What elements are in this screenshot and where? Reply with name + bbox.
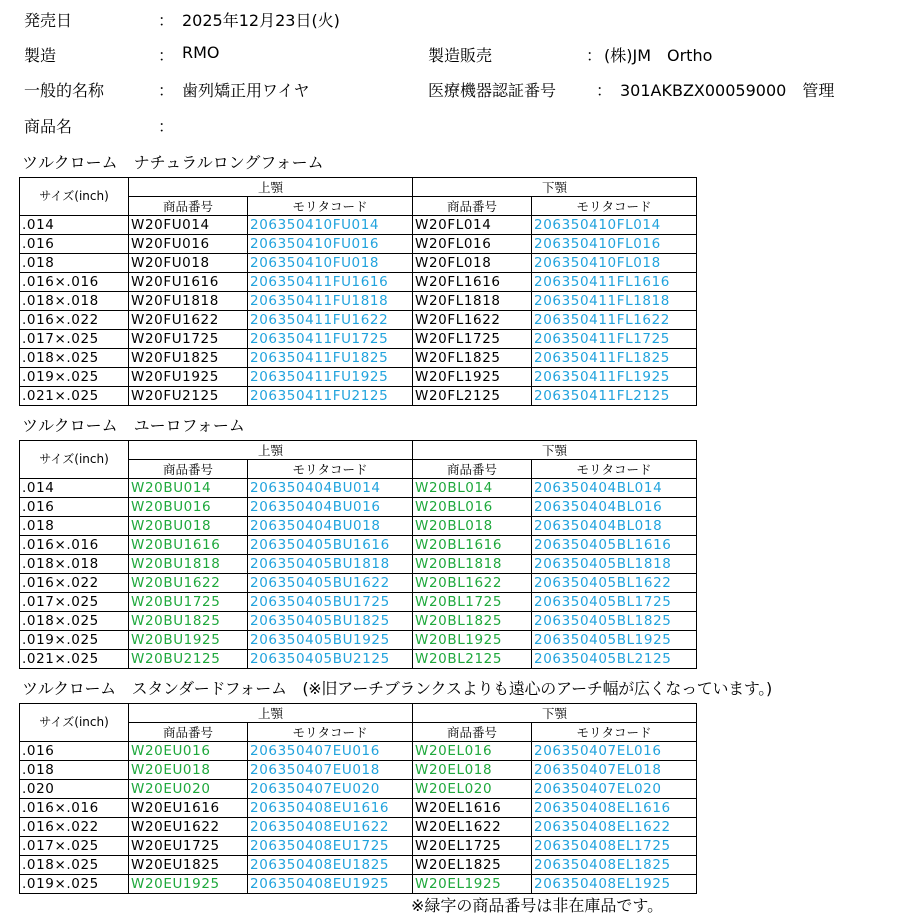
certification-value: 301AKBZX00059000 管理 <box>620 81 835 100</box>
table-row <box>20 216 697 235</box>
lower-morita-code-cell: 206350405BL1925 <box>532 631 697 650</box>
upper-product-no-cell: W20EU1925 <box>129 875 248 894</box>
lower-product-no-cell: W20BL018 <box>413 517 532 536</box>
lower-morita-code-cell: 206350408EL1622 <box>532 818 697 837</box>
table-row <box>20 254 697 273</box>
size-header: サイズ(inch) <box>20 704 129 742</box>
wire-table-euro <box>19 440 697 669</box>
lower-morita-code-cell: 206350408EL1725 <box>532 837 697 856</box>
release-date-value: 2025年12月23日(火) <box>182 11 340 30</box>
lower-product-no-cell: W20FL1925 <box>413 368 532 387</box>
size-cell: .016×.022 <box>20 311 129 330</box>
table-row <box>20 349 697 368</box>
lower-product-no-cell: W20EL1825 <box>413 856 532 875</box>
upper-product-no-cell: W20FU1818 <box>129 292 248 311</box>
size-cell: .018 <box>20 761 129 780</box>
table-row <box>20 498 697 517</box>
certification-sep: ： <box>596 81 613 100</box>
table-row <box>20 650 697 669</box>
lower-product-no-cell: W20FL1622 <box>413 311 532 330</box>
lower-product-no-header: 商品番号 <box>413 460 532 479</box>
upper-product-no-cell: W20EU020 <box>129 780 248 799</box>
lower-morita-code-cell: 206350405BL1818 <box>532 555 697 574</box>
size-cell: .014 <box>20 479 129 498</box>
upper-morita-code-cell: 206350408EU1725 <box>248 837 413 856</box>
upper-product-no-cell: W20EU1616 <box>129 799 248 818</box>
upper-morita-code-cell: 206350407EU020 <box>248 780 413 799</box>
table-row <box>20 856 697 875</box>
lower-product-no-cell: W20BL2125 <box>413 650 532 669</box>
lower-morita-code-cell: 206350411FL1818 <box>532 292 697 311</box>
upper-product-no-cell: W20FU1925 <box>129 368 248 387</box>
upper-morita-code-cell: 206350411FU1725 <box>248 330 413 349</box>
size-cell: .017×.025 <box>20 330 129 349</box>
table-row <box>20 273 697 292</box>
upper-morita-code-cell: 206350405BU1616 <box>248 536 413 555</box>
table-row <box>20 368 697 387</box>
table-row <box>20 742 697 761</box>
lower-morita-code-cell: 206350405BL1616 <box>532 536 697 555</box>
manufacturer-value: RMO <box>182 43 220 62</box>
lower-morita-code-cell: 206350410FL014 <box>532 216 697 235</box>
upper-morita-code-cell: 206350404BU018 <box>248 517 413 536</box>
wire-table-standard <box>19 703 697 894</box>
upper-product-no-cell: W20FU1616 <box>129 273 248 292</box>
size-cell: .014 <box>20 216 129 235</box>
lower-morita-code-cell: 206350410FL016 <box>532 235 697 254</box>
lower-morita-code-header: モリタコード <box>532 460 697 479</box>
table-row <box>20 555 697 574</box>
upper-product-no-cell: W20FU1725 <box>129 330 248 349</box>
lower-morita-code-cell: 206350411FL1825 <box>532 349 697 368</box>
table-row <box>20 292 697 311</box>
table-row <box>20 780 697 799</box>
upper-morita-code-header: モリタコード <box>248 723 413 742</box>
upper-product-no-cell: W20BU1825 <box>129 612 248 631</box>
lower-morita-code-header: モリタコード <box>532 723 697 742</box>
upper-product-no-cell: W20EU1825 <box>129 856 248 875</box>
lower-morita-code-cell: 206350408EL1616 <box>532 799 697 818</box>
upper-morita-code-cell: 206350405BU1622 <box>248 574 413 593</box>
product-name-label: 商品名 <box>24 117 73 136</box>
upper-product-no-header: 商品番号 <box>129 460 248 479</box>
size-cell: .018×.018 <box>20 555 129 574</box>
lower-product-no-cell: W20EL1925 <box>413 875 532 894</box>
upper-product-no-header: 商品番号 <box>129 723 248 742</box>
upper-morita-code-cell: 206350408EU1825 <box>248 856 413 875</box>
size-cell: .016 <box>20 742 129 761</box>
size-cell: .018×.025 <box>20 856 129 875</box>
upper-morita-code-cell: 206350411FU1616 <box>248 273 413 292</box>
lower-product-no-cell: W20BL1725 <box>413 593 532 612</box>
lower-product-no-cell: W20EL1616 <box>413 799 532 818</box>
manufacturer-sep: ： <box>158 46 175 65</box>
upper-product-no-cell: W20FU014 <box>129 216 248 235</box>
upper-product-no-header: 商品番号 <box>129 197 248 216</box>
upper-morita-code-cell: 206350405BU1818 <box>248 555 413 574</box>
size-cell: .017×.025 <box>20 837 129 856</box>
upper-morita-code-header: モリタコード <box>248 197 413 216</box>
lower-product-no-cell: W20FL018 <box>413 254 532 273</box>
upper-product-no-cell: W20EU016 <box>129 742 248 761</box>
size-cell: .019×.025 <box>20 875 129 894</box>
generic-name-sep: ： <box>158 81 175 100</box>
lower-jaw-header: 下顎 <box>413 704 697 723</box>
lower-product-no-cell: W20EL1622 <box>413 818 532 837</box>
size-cell: .021×.025 <box>20 650 129 669</box>
size-cell: .018×.025 <box>20 349 129 368</box>
size-cell: .016×.016 <box>20 536 129 555</box>
lower-product-no-cell: W20BL014 <box>413 479 532 498</box>
size-cell: .019×.025 <box>20 368 129 387</box>
size-cell: .018×.018 <box>20 292 129 311</box>
upper-product-no-cell: W20BU1725 <box>129 593 248 612</box>
size-cell: .016 <box>20 235 129 254</box>
table-row <box>20 517 697 536</box>
table-row <box>20 330 697 349</box>
lower-morita-code-cell: 206350411FL1925 <box>532 368 697 387</box>
section-title-natural-long: ツルクローム ナチュラルロングフォーム <box>22 153 324 172</box>
size-cell: .017×.025 <box>20 593 129 612</box>
lower-morita-code-cell: 206350405BL1825 <box>532 612 697 631</box>
product-name-sep: ： <box>158 117 175 136</box>
upper-product-no-cell: W20BU014 <box>129 479 248 498</box>
distributor-value: (株)JM Ortho <box>604 46 713 65</box>
table-row <box>20 479 697 498</box>
lower-morita-code-cell: 206350405BL2125 <box>532 650 697 669</box>
upper-product-no-cell: W20BU1616 <box>129 536 248 555</box>
lower-morita-code-cell: 206350411FL1616 <box>532 273 697 292</box>
table-row <box>20 818 697 837</box>
size-cell: .020 <box>20 780 129 799</box>
upper-morita-code-cell: 206350405BU1925 <box>248 631 413 650</box>
lower-product-no-cell: W20BL1925 <box>413 631 532 650</box>
upper-morita-code-cell: 206350410FU018 <box>248 254 413 273</box>
lower-jaw-header: 下顎 <box>413 178 697 197</box>
lower-morita-code-cell: 206350405BL1725 <box>532 593 697 612</box>
upper-product-no-cell: W20BU1622 <box>129 574 248 593</box>
upper-morita-code-cell: 206350408EU1925 <box>248 875 413 894</box>
lower-morita-code-cell: 206350407EL020 <box>532 780 697 799</box>
lower-morita-code-cell: 206350404BL014 <box>532 479 697 498</box>
lower-product-no-cell: W20BL1616 <box>413 536 532 555</box>
lower-product-no-cell: W20FL1825 <box>413 349 532 368</box>
table-row <box>20 536 697 555</box>
upper-morita-code-cell: 206350410FU016 <box>248 235 413 254</box>
upper-jaw-header: 上顎 <box>129 441 413 460</box>
certification-label: 医療機器認証番号 <box>428 81 557 100</box>
lower-product-no-cell: W20EL018 <box>413 761 532 780</box>
upper-morita-code-cell: 206350411FU2125 <box>248 387 413 406</box>
size-header: サイズ(inch) <box>20 441 129 479</box>
upper-jaw-header: 上顎 <box>129 178 413 197</box>
table-header-row <box>20 704 697 723</box>
table-row <box>20 593 697 612</box>
lower-morita-code-cell: 206350404BL016 <box>532 498 697 517</box>
table-row <box>20 574 697 593</box>
lower-product-no-cell: W20FL1818 <box>413 292 532 311</box>
lower-morita-code-header: モリタコード <box>532 197 697 216</box>
upper-morita-code-cell: 206350407EU018 <box>248 761 413 780</box>
lower-product-no-cell: W20BL016 <box>413 498 532 517</box>
upper-product-no-cell: W20EU1622 <box>129 818 248 837</box>
size-cell: .018 <box>20 517 129 536</box>
upper-morita-code-cell: 206350408EU1622 <box>248 818 413 837</box>
upper-product-no-cell: W20EU018 <box>129 761 248 780</box>
upper-product-no-cell: W20FU016 <box>129 235 248 254</box>
upper-product-no-cell: W20FU1622 <box>129 311 248 330</box>
table-row <box>20 761 697 780</box>
size-cell: .016×.022 <box>20 818 129 837</box>
lower-product-no-cell: W20FL016 <box>413 235 532 254</box>
size-cell: .021×.025 <box>20 387 129 406</box>
lower-morita-code-cell: 206350405BL1622 <box>532 574 697 593</box>
upper-morita-code-cell: 206350405BU1725 <box>248 593 413 612</box>
lower-product-no-cell: W20EL020 <box>413 780 532 799</box>
lower-product-no-cell: W20FL1725 <box>413 330 532 349</box>
upper-product-no-cell: W20BU018 <box>129 517 248 536</box>
size-cell: .019×.025 <box>20 631 129 650</box>
upper-morita-code-cell: 206350411FU1925 <box>248 368 413 387</box>
lower-product-no-header: 商品番号 <box>413 197 532 216</box>
table-row <box>20 235 697 254</box>
table-header-row <box>20 441 697 460</box>
size-cell: .016 <box>20 498 129 517</box>
upper-morita-code-cell: 206350407EU016 <box>248 742 413 761</box>
upper-product-no-cell: W20BU016 <box>129 498 248 517</box>
table-row <box>20 799 697 818</box>
release-date-label: 発売日 <box>24 11 73 30</box>
lower-product-no-cell: W20BL1825 <box>413 612 532 631</box>
upper-morita-code-cell: 206350411FU1825 <box>248 349 413 368</box>
lower-morita-code-cell: 206350408EL1925 <box>532 875 697 894</box>
section-title-euro: ツルクローム ユーロフォーム <box>22 416 245 435</box>
distributor-label: 製造販売 <box>428 46 493 65</box>
wire-table-natural-long <box>19 177 697 406</box>
table-row <box>20 837 697 856</box>
distributor-sep: ： <box>586 46 603 65</box>
upper-morita-code-cell: 206350405BU1825 <box>248 612 413 631</box>
table-row <box>20 631 697 650</box>
upper-product-no-cell: W20EU1725 <box>129 837 248 856</box>
lower-product-no-cell: W20FL2125 <box>413 387 532 406</box>
lower-morita-code-cell: 206350407EL018 <box>532 761 697 780</box>
size-cell: .016×.016 <box>20 799 129 818</box>
release-date-sep: ： <box>158 11 175 30</box>
generic-name-label: 一般的名称 <box>24 81 105 100</box>
size-header: サイズ(inch) <box>20 178 129 216</box>
table-row <box>20 875 697 894</box>
lower-product-no-cell: W20FL1616 <box>413 273 532 292</box>
upper-product-no-cell: W20FU1825 <box>129 349 248 368</box>
upper-product-no-cell: W20FU018 <box>129 254 248 273</box>
upper-morita-code-header: モリタコード <box>248 460 413 479</box>
table-row <box>20 612 697 631</box>
size-cell: .018 <box>20 254 129 273</box>
upper-product-no-cell: W20BU2125 <box>129 650 248 669</box>
lower-morita-code-cell: 206350404BL018 <box>532 517 697 536</box>
lower-morita-code-cell: 206350411FL2125 <box>532 387 697 406</box>
size-cell: .018×.025 <box>20 612 129 631</box>
upper-morita-code-cell: 206350408EU1616 <box>248 799 413 818</box>
table-header-row <box>20 178 697 197</box>
table-row <box>20 387 697 406</box>
upper-morita-code-cell: 206350405BU2125 <box>248 650 413 669</box>
upper-morita-code-cell: 206350411FU1818 <box>248 292 413 311</box>
lower-morita-code-cell: 206350411FL1622 <box>532 311 697 330</box>
lower-jaw-header: 下顎 <box>413 441 697 460</box>
upper-morita-code-cell: 206350404BU014 <box>248 479 413 498</box>
lower-product-no-cell: W20FL014 <box>413 216 532 235</box>
lower-product-no-cell: W20BL1818 <box>413 555 532 574</box>
upper-morita-code-cell: 206350404BU016 <box>248 498 413 517</box>
lower-product-no-cell: W20EL1725 <box>413 837 532 856</box>
upper-product-no-cell: W20BU1925 <box>129 631 248 650</box>
lower-morita-code-cell: 206350407EL016 <box>532 742 697 761</box>
manufacturer-label: 製造 <box>24 46 57 65</box>
size-cell: .016×.016 <box>20 273 129 292</box>
upper-product-no-cell: W20BU1818 <box>129 555 248 574</box>
lower-morita-code-cell: 206350408EL1825 <box>532 856 697 875</box>
lower-product-no-header: 商品番号 <box>413 723 532 742</box>
lower-product-no-cell: W20EL016 <box>413 742 532 761</box>
generic-name-value: 歯列矯正用ワイヤ <box>182 81 310 100</box>
table-row <box>20 311 697 330</box>
upper-morita-code-cell: 206350411FU1622 <box>248 311 413 330</box>
size-cell: .016×.022 <box>20 574 129 593</box>
lower-product-no-cell: W20BL1622 <box>413 574 532 593</box>
upper-product-no-cell: W20FU2125 <box>129 387 248 406</box>
upper-morita-code-cell: 206350410FU014 <box>248 216 413 235</box>
footnote-out-of-stock: ※緑字の商品番号は非在庫品です。 <box>411 896 664 915</box>
lower-morita-code-cell: 206350411FL1725 <box>532 330 697 349</box>
upper-jaw-header: 上顎 <box>129 704 413 723</box>
lower-morita-code-cell: 206350410FL018 <box>532 254 697 273</box>
section-title-standard: ツルクローム スタンダードフォーム (※旧アーチブランクスよりも遠心のアーチ幅が広くなっています。) <box>22 679 772 698</box>
